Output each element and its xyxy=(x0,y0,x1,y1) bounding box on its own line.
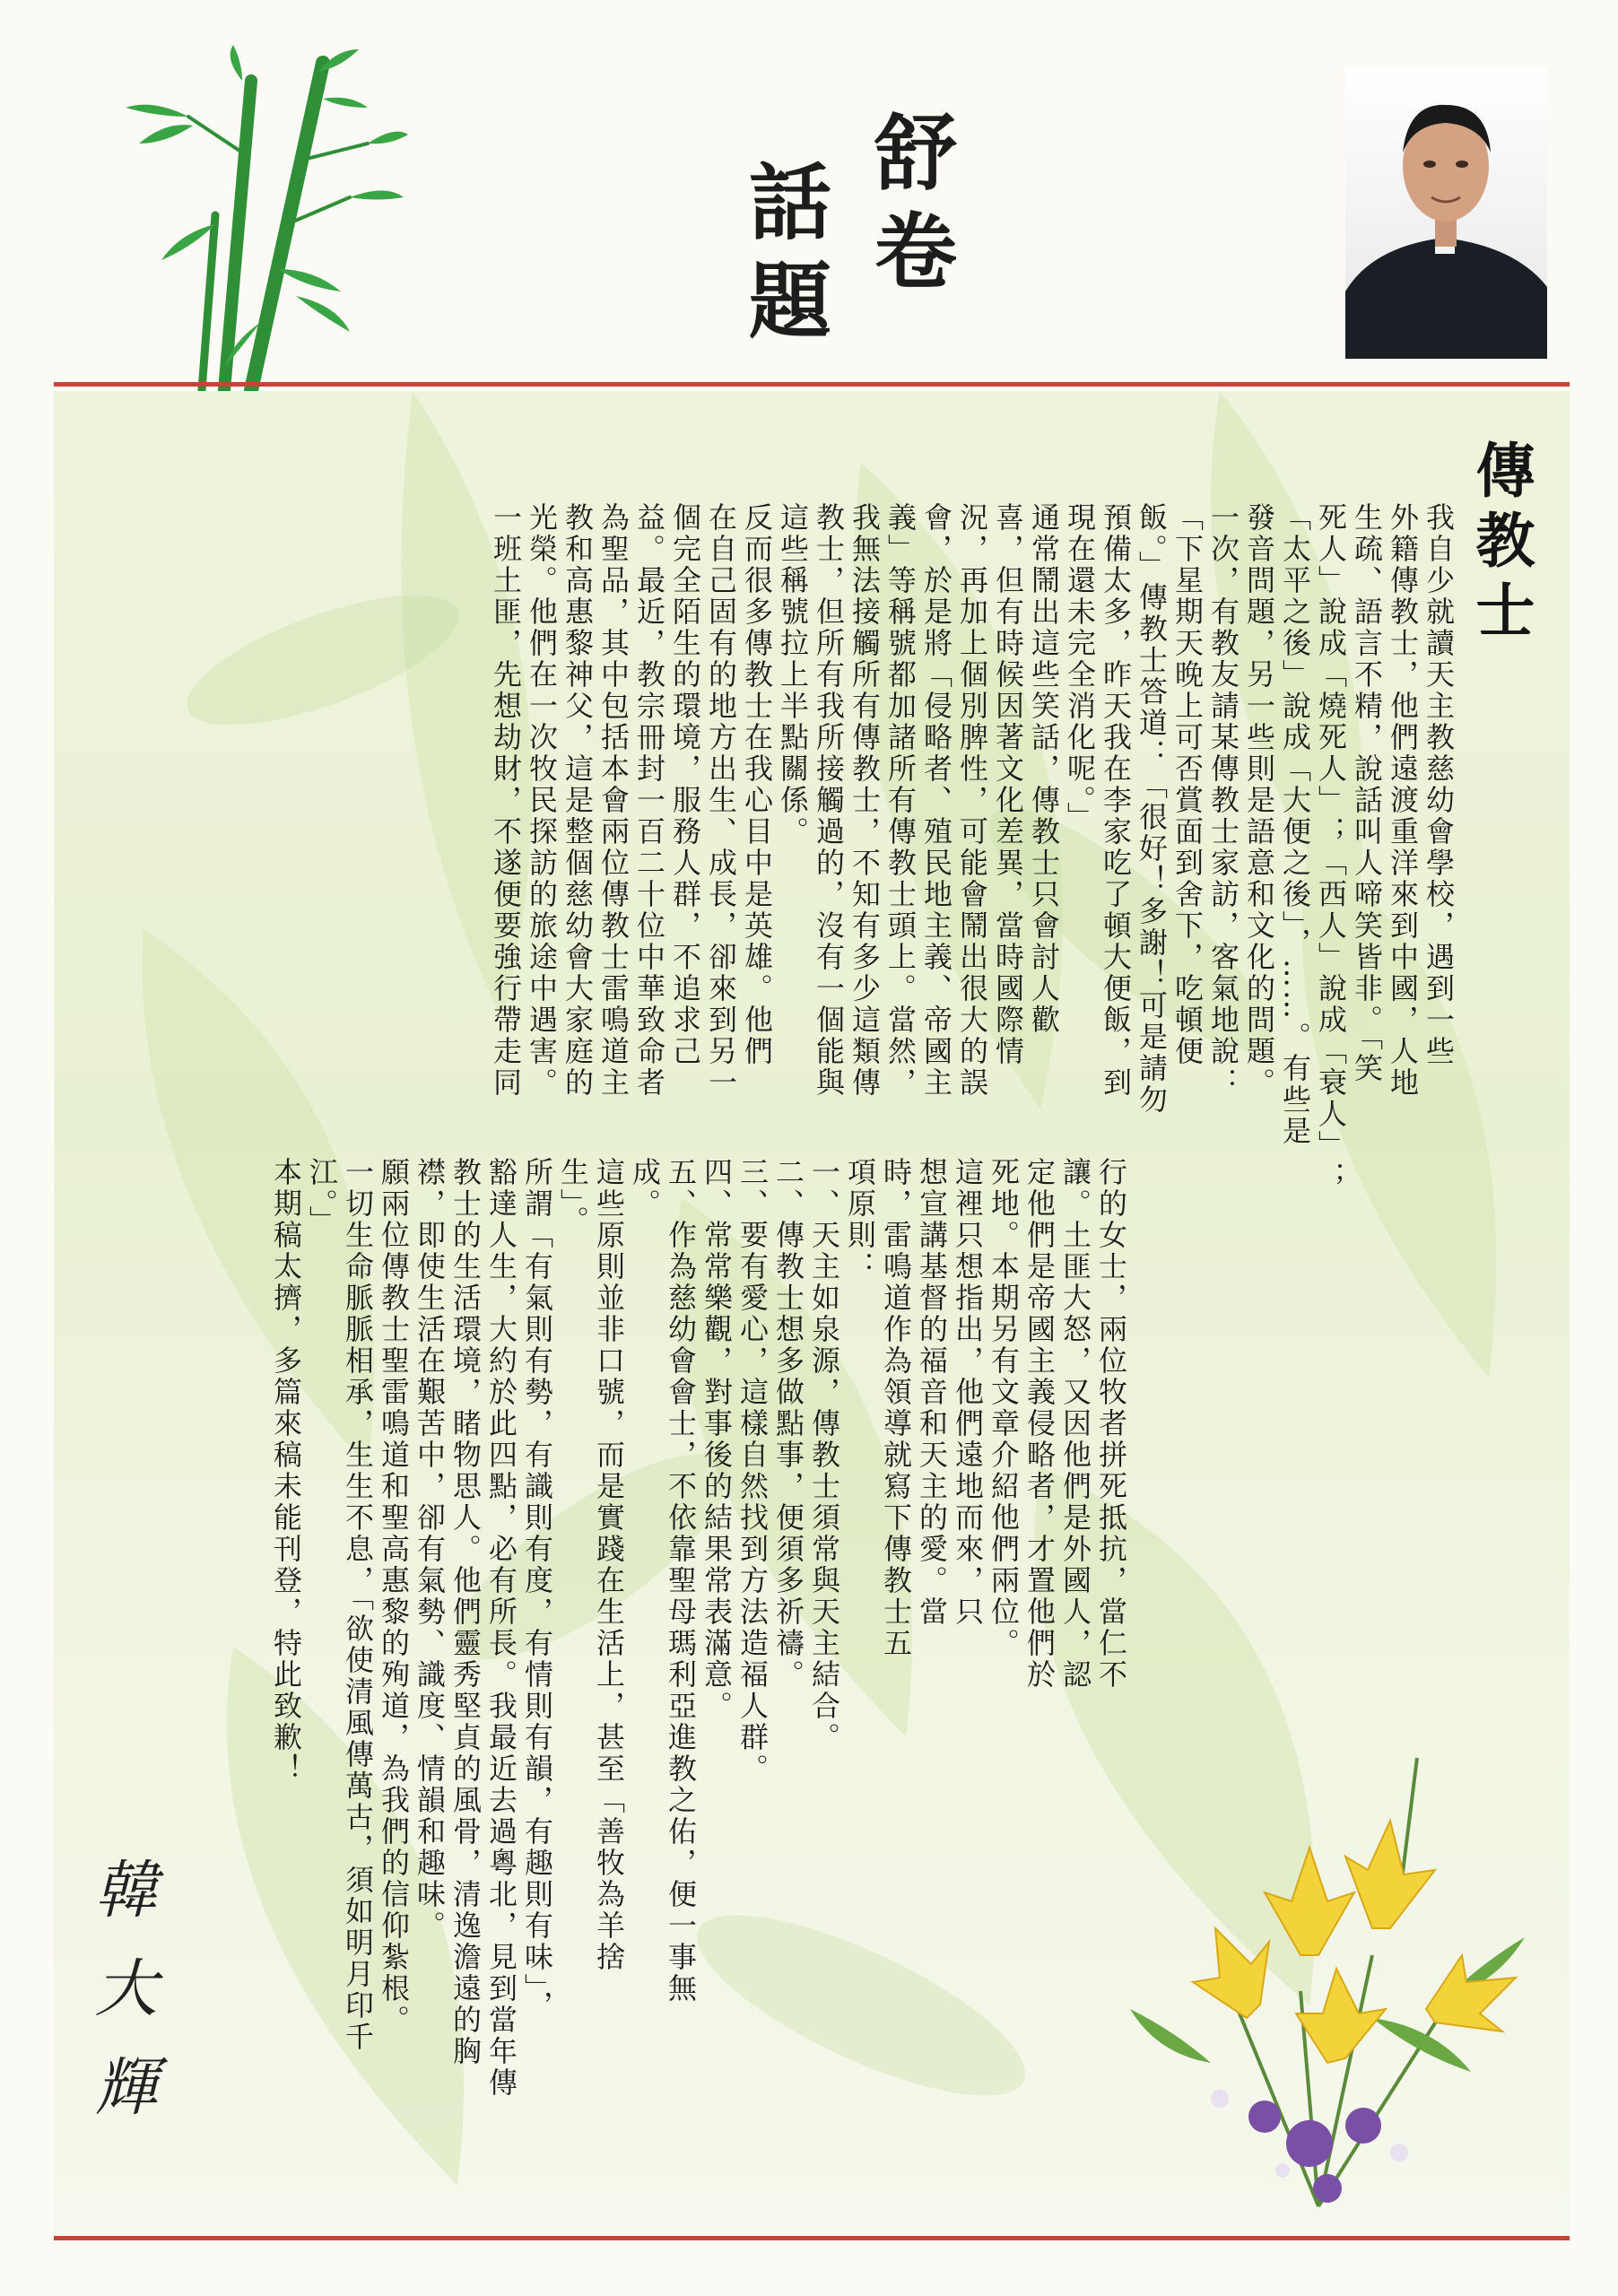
bottom-divider xyxy=(54,2236,1570,2240)
title-char-3: 話 xyxy=(749,154,832,251)
bamboo-illustration xyxy=(117,45,413,395)
top-divider xyxy=(54,382,1570,387)
title-char-1: 舒 xyxy=(874,105,958,202)
title-char-4: 題 xyxy=(749,253,832,350)
section-heading: 傳教士 xyxy=(1466,439,1535,649)
author-portrait xyxy=(1345,67,1547,359)
lily-bouquet-illustration xyxy=(1103,1722,1534,2224)
article-body-lower: 行的女士，兩位牧者拼死抵抗，當仁不 讓。土匪大怒，又因他們是外國人，認 定他們是帝國主義侵略者，才置他們於 死地。本期另有文章介紹他們兩位。 這裡只想指出，他們遠地而來，只 想宣講基督的福音和天主的愛。當 時，雷鳴道作為領導就寫下傳教士五 項原則： 一、天主如泉源，傳教士須常與天主結合。 二、傳教士想多做點事，便須多祈禱。 三、要有愛心，這樣自然找到方法造福人群。 四、常常樂觀，對事後的結果常表滿意。 五、作為慈幼會會士，不依靠聖母瑪利亞進教之佑，便一事無 成。 這些原則並非口號，而是實踐在生活上，甚至「善牧為羊捨 生」。 所謂「有氣則有勢，有識則有度，有情則有韻，有趣則有味」， 豁達人生，大約於此四點，必有所長。我最近去過粵北，見到當年傳 教士的生活環境，睹物思人。他們靈秀堅貞的風骨，清逸澹遠的胸 襟，即使生活在艱苦中，卻有氣勢、識度、情韻和趣味。 願兩位傳教士聖雷鳴道和聖高惠黎的殉道，為我們的信仰紮根。 一切生命脈脈相承，生生不息，「欲使清風傳萬古，須如明月印千 江。」 本期稿太擠，多篇來稿未能刊登，特此致歉！ xyxy=(269,1157,1128,2099)
article-body-upper: 我自少就讀天主教慈幼會學校，遇到一些 外籍傳教士，他們遠渡重洋來到中國，人地 生疏、語言不精，說話叫人啼笑皆非。「笑 死人」說成「燒死人」；「西人」說成「衰人」； 「太平之後」說成「大便之後」，……。有些是 發音問題，另一些則是語意和文化的問題。 一次，有教友請某傳教士家訪，客氣地說： 「下星期天晚上可否賞面到舍下，吃頓便 飯。」傳教士答道：「很好！多謝！可是請勿 預備太多，昨天我在李家吃了頓大便飯，到 現在還未完全消化呢。」 通常鬧出這些笑話，傳教士只會討人歡 喜，但有時候因著文化差異，當時國際情 況，再加上個別脾性，可能會鬧出很大的誤 會，於是將「侵略者、殖民地主義、帝國主 義」等稱號都加諸所有傳教士頭上。當然， 我無法接觸所有傳教士，不知有多少這類傳 教士，但所有我所接觸過的，沒有一個能與 這些稱號拉上半點關係。 反而很多傳教士在我心目中是英雄。他們 在自己固有的地方出生、成長，卻來到另一 個完全陌生的環境，服務人群，不追求己 益。最近，教宗冊封一百二十位中華致命者 為聖品，其中包括本會兩位傳教士雷鳴道主 教和高惠黎神父，這是整個慈幼會大家庭的 光榮。他們在一次牧民探訪的旅途中遇害。 一班土匪，先想劫財，不遂便要強行帶走同 xyxy=(489,502,1456,1193)
author-signature: 韓大輝 xyxy=(84,1857,158,2152)
title-char-2: 卷 xyxy=(874,204,958,300)
